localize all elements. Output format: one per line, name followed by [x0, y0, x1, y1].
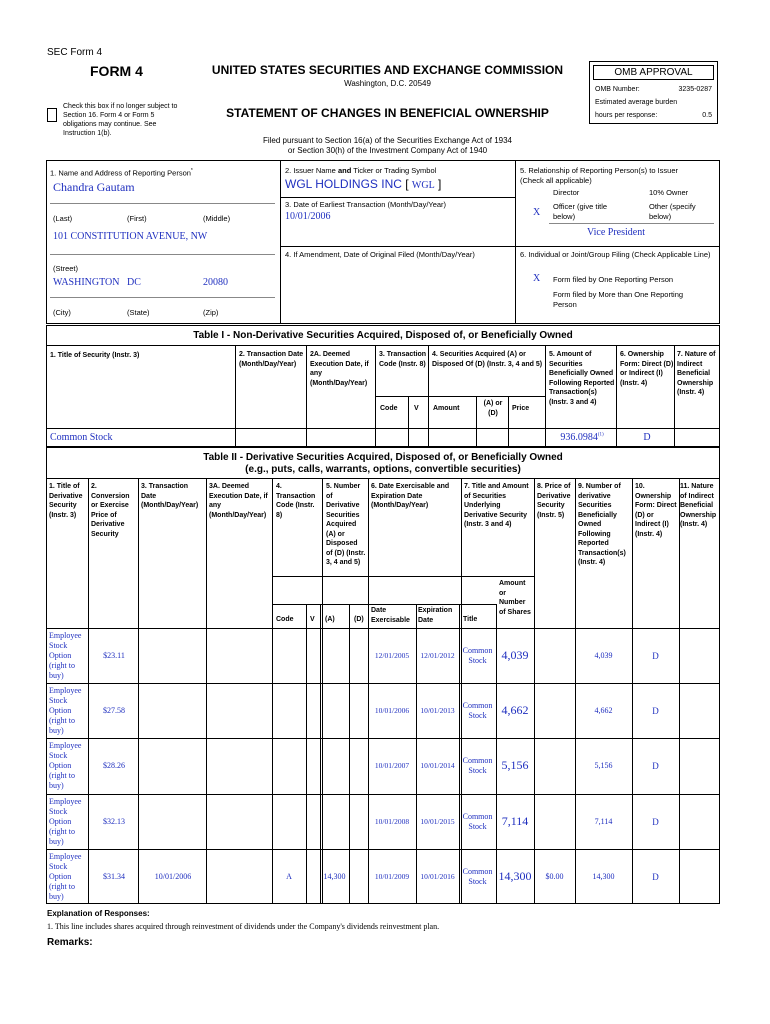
filed-line-2: or Section 30(h) of the Investment Company Act of 1940	[287, 146, 488, 155]
t1-h6: 6. Ownership Form: Direct (D) or Indirect (I) (Instr. 4)	[620, 351, 674, 387]
state-value: DC	[127, 277, 141, 288]
t2-h4: 4. Transaction Code (Instr. 8)	[276, 483, 316, 519]
t1-h5: 5. Amount of Securities Beneficially Owned Following Reported Transaction(s) (Instr. 3 and 4)	[549, 351, 615, 406]
t2-row-sec-title: Common Stock	[462, 812, 493, 831]
ten-percent-owner-label: 10% Owner	[649, 188, 689, 197]
filed-line-1: Filed pursuant to Section 16(a) of the Securities Exchange Act of 1934	[262, 136, 513, 145]
t2-row-title: Employee Stock Option (right to buy)	[49, 852, 82, 901]
state-label: (State)	[127, 308, 150, 317]
commission-title: UNITED STATES SECURITIES AND EXCHANGE COMMISSION	[211, 63, 564, 77]
earliest-transaction-date: 10/01/2006	[285, 211, 331, 222]
t2-row-shares: 4,039	[501, 648, 529, 662]
t2-row-owned: 5,156	[594, 761, 613, 770]
one-person-label: Form filed by One Reporting Person	[553, 275, 674, 284]
t1-row-form: D	[643, 432, 651, 443]
city-value: WASHINGTON	[53, 277, 120, 288]
t2-sub-title: Title	[463, 616, 478, 623]
city-label: (City)	[53, 308, 71, 317]
t2-h7: 7. Title and Amount of Securities Underlying Derivative Security (Instr. 3 and 4)	[464, 483, 529, 528]
middle-label: (Middle)	[203, 214, 231, 223]
t2-row-form: D	[652, 651, 659, 661]
issuer-name: WGL HOLDINGS INC	[285, 177, 402, 191]
t2-h1: 1. Title of Derivative Security (Instr. 3)	[49, 483, 83, 519]
t2-h8: 8. Price of Derivative Security (Instr. 5)	[537, 483, 571, 519]
t2-row-expiration: 10/01/2014	[420, 761, 455, 770]
t2-row-owned: 4,662	[594, 706, 613, 715]
sec-form-label: SEC Form 4	[47, 47, 103, 58]
t2-sub-amount: Amount or Number of Shares	[499, 580, 531, 616]
t2-row-form: D	[652, 872, 659, 882]
t2-sub-a: (A)	[325, 616, 335, 623]
t2-row-txdate: 10/01/2006	[154, 872, 192, 881]
t2-row-exercisable: 12/01/2005	[374, 651, 410, 660]
t1-sub-amount: Amount	[433, 405, 460, 412]
box2-label: 2. Issuer Name and Ticker or Trading Symbol	[285, 166, 437, 175]
t2-h3a: 3A. Deemed Execution Date, if any (Month/Day/Year)	[209, 483, 268, 519]
form-title: FORM 4	[90, 63, 143, 79]
box3-label: 3. Date of Earliest Transaction (Month/Day/Year)	[285, 200, 447, 209]
t2-row-exercisable: 10/01/2009	[374, 872, 410, 881]
officer-label: Officer (give title below)	[553, 202, 608, 221]
t1-h4: 4. Securities Acquired (A) or Disposed Of (D) (Instr. 3, 4 and 5)	[432, 351, 543, 368]
officer-title: Vice President	[587, 227, 645, 238]
remarks-heading: Remarks:	[47, 937, 93, 948]
t2-row-owned: 14,300	[592, 872, 615, 881]
t2-row-price: $28.26	[103, 761, 125, 770]
t2-h9: 9. Number of derivative Securities Beneficially Owned Following Reported Transaction(s) (Instr. 4)	[578, 483, 626, 566]
explanation-heading: Explanation of Responses:	[47, 909, 150, 918]
t2-h6: 6. Date Exercisable and Expiration Date (Month/Day/Year)	[371, 483, 450, 509]
omb-number-value: 3235-0287	[678, 86, 712, 93]
no-longer-subject-checkbox[interactable]	[47, 108, 57, 122]
t1-sub-a-or-d: (A) or (D)	[483, 400, 503, 417]
omb-hours-value: 0.5	[702, 112, 712, 119]
omb-hours-label: hours per response:	[595, 112, 658, 119]
t2-row-form: D	[652, 761, 659, 771]
box5-sub: (Check all applicable)	[520, 176, 592, 185]
omb-title: OMB APPROVAL	[593, 65, 714, 80]
t2-row-title: Employee Stock Option (right to buy)	[49, 631, 82, 680]
t2-sub-v: V	[310, 616, 315, 623]
officer-check-mark[interactable]: X	[533, 207, 541, 218]
t2-row-price: $23.11	[103, 651, 125, 660]
t2-row-sec-title: Common Stock	[462, 756, 493, 775]
t2-row-shares: 5,156	[501, 758, 529, 772]
reporting-person-name: Chandra Gautam	[53, 180, 135, 194]
t1-sub-code: Code	[380, 405, 398, 412]
box5-label: 5. Relationship of Reporting Person(s) to Issuer	[520, 166, 678, 175]
street-address: 101 CONSTITUTION AVENUE, NW	[53, 231, 208, 242]
t2-row-sec-title: Common Stock	[462, 867, 493, 886]
t2-sub-expiration: Expiration Date	[418, 607, 453, 624]
t2-row-expiration: 10/01/2013	[420, 706, 455, 715]
t2-row-expiration: 10/01/2016	[420, 872, 455, 881]
t2-sub-code: Code	[276, 616, 294, 623]
zip-label: (Zip)	[203, 308, 219, 317]
t2-h5: 5. Number of Derivative Securities Acquired (A) or Disposed of (D) (Instr. 3, 4 and 5)	[326, 483, 366, 566]
t2-h11: 11. Nature of Indirect Beneficial Ownership (Instr. 4)	[680, 483, 717, 528]
footnote-1: 1. This line includes shares acquired through reinvestment of dividends under the Company's dividends reinvestment plan.	[47, 922, 440, 931]
t2-row-exercisable: 10/01/2007	[374, 761, 410, 770]
omb-burden-label: Estimated average burden	[595, 99, 678, 106]
director-label: Director	[553, 188, 580, 197]
t2-row-title: Employee Stock Option (right to buy)	[49, 686, 82, 735]
t2-row-deriv-price: $0.00	[545, 872, 564, 881]
t1-h1: 1. Title of Security (Instr. 3)	[50, 352, 140, 359]
t1-h2a: 2A. Deemed Execution Date, if any (Month/Day/Year)	[310, 351, 369, 387]
t2-h2: 2. Conversion or Exercise Price of Derivative Security	[91, 483, 130, 538]
t2-row-sec-title: Common Stock	[462, 646, 493, 665]
t2-row-price: $32.13	[103, 817, 125, 826]
t2-row-form: D	[652, 706, 659, 716]
table2-title-1: Table II - Derivative Securities Acquired, Disposed of, or Beneficially Owned	[203, 452, 563, 463]
t1-sub-price: Price	[512, 405, 530, 412]
t2-row-exercisable: 10/01/2008	[374, 817, 410, 826]
box4-label: 4. If Amendment, Date of Original Filed (Month/Day/Year)	[285, 250, 475, 259]
ticker-symbol: WGL	[411, 180, 435, 191]
checkbox-text: Check this box if no longer subject to Section 16. Form 4 or Form 5 obligations may continue. See Instruction 1(b).	[63, 103, 178, 137]
t2-row-title: Employee Stock Option (right to buy)	[49, 797, 82, 846]
t2-row-sec-title: Common Stock	[462, 701, 493, 720]
t1-sub-v: V	[414, 405, 419, 412]
t2-h3: 3. Transaction Date (Month/Day/Year)	[141, 483, 199, 509]
t2-row-expiration: 10/01/2015	[420, 817, 455, 826]
t2-row-shares: 14,300	[498, 869, 532, 883]
t2-row-shares: 4,662	[501, 703, 529, 717]
t2-sub-date-exercisable: Date Exercisable	[371, 607, 410, 624]
t1-h7: 7. Nature of Indirect Beneficial Ownership (Instr. 4)	[677, 351, 716, 396]
t2-row-code: A	[286, 872, 292, 881]
issuer-line: WGL HOLDINGS INC [ WGL ]	[285, 177, 442, 191]
t2-row-expiration: 12/01/2012	[420, 651, 455, 660]
street-label: (Street)	[53, 264, 79, 273]
table1-title: Table I - Non-Derivative Securities Acquired, Disposed of, or Beneficially Owned	[193, 330, 573, 341]
statement-title: STATEMENT OF CHANGES IN BENEFICIAL OWNERSHIP	[226, 106, 549, 120]
commission-city: Washington, D.C. 20549	[344, 79, 431, 88]
t2-row-exercisable: 10/01/2006	[374, 706, 410, 715]
table2-title-2: (e.g., puts, calls, warrants, options, convertible securities)	[245, 464, 521, 475]
first-label: (First)	[127, 214, 147, 223]
zip-value: 20080	[203, 277, 228, 288]
omb-approval-box	[589, 61, 718, 124]
t2-row-form: D	[652, 817, 659, 827]
omb-number-label: OMB Number:	[595, 86, 640, 93]
t1-h3: 3. Transaction Code (Instr. 8)	[379, 351, 427, 368]
t2-row-title: Employee Stock Option (right to buy)	[49, 741, 82, 790]
one-person-check-mark[interactable]: X	[533, 273, 541, 284]
t2-row-owned: 4,039	[594, 651, 613, 660]
box6-label: 6. Individual or Joint/Group Filing (Check Applicable Line)	[520, 250, 711, 259]
t2-row-owned: 7,114	[594, 817, 613, 826]
t2-row-shares: 7,114	[501, 814, 529, 828]
t2-row-price: $31.34	[103, 872, 125, 881]
t1-row-amount: 936.0984$^{(1)}$	[560, 432, 604, 443]
t2-h10: 10. Ownership Form: Direct (D) or Indirect (I) (Instr. 4)	[635, 483, 677, 538]
other-label: Other (specify below)	[649, 202, 696, 221]
t2-sub-d: (D)	[354, 616, 364, 623]
box1-label: 1. Name and Address of Reporting Person*	[50, 168, 193, 178]
t2-row-price: $27.58	[103, 706, 125, 715]
multiple-persons-label: Form filed by More than One Reporting Person	[553, 290, 684, 309]
last-label: (Last)	[53, 214, 73, 223]
t2-row-acquired: 14,300	[323, 872, 346, 881]
t1-row-title: Common Stock	[50, 432, 113, 443]
t1-h2: 2. Transaction Date (Month/Day/Year)	[239, 351, 304, 368]
